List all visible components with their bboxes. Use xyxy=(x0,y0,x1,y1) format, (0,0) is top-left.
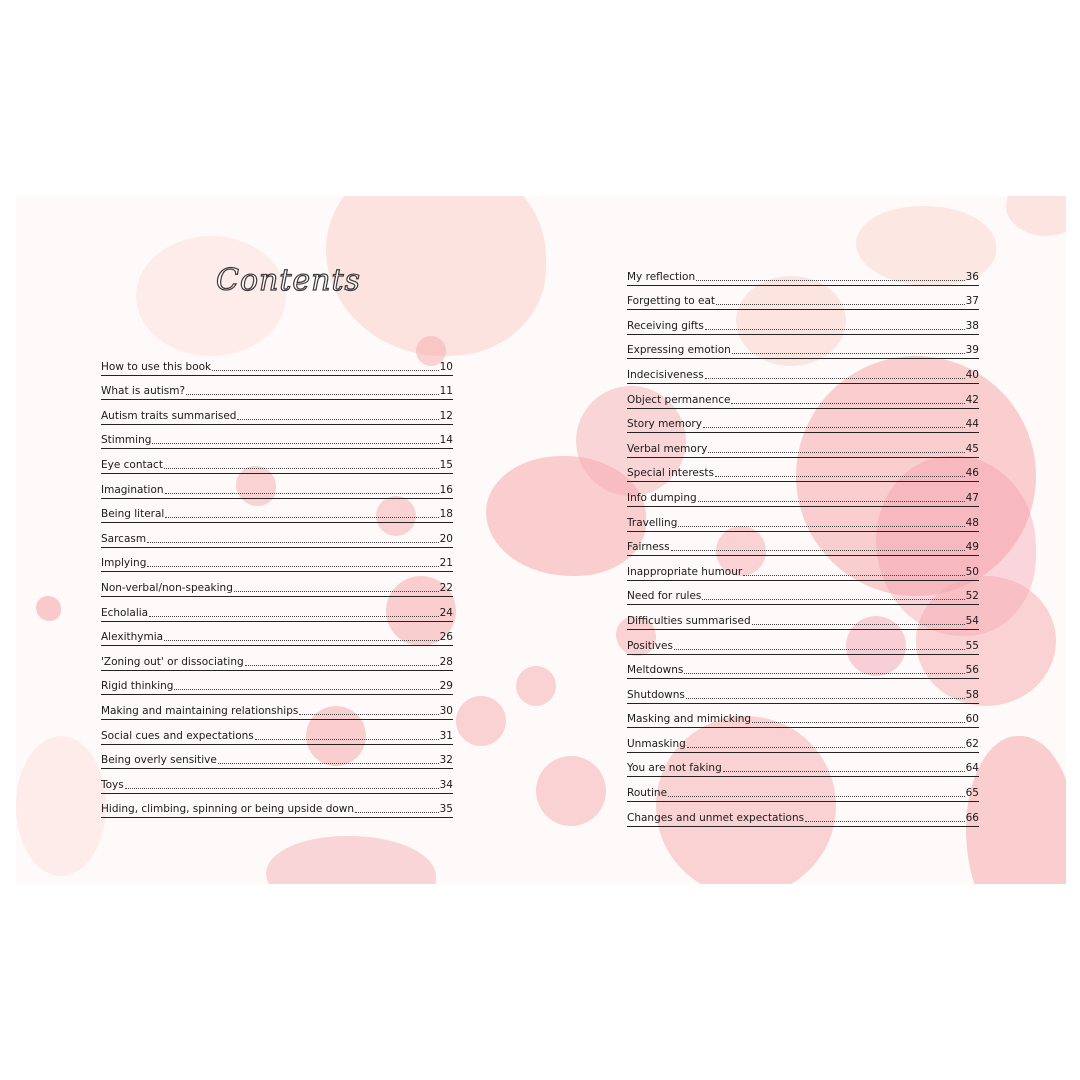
toc-entry-page: 34 xyxy=(439,778,453,791)
toc-entry-page: 47 xyxy=(965,491,979,504)
toc-entry-title: Info dumping xyxy=(627,491,697,504)
toc-entry xyxy=(101,794,453,819)
toc-entry-title: Eye contact xyxy=(101,458,163,471)
toc-leader-dots xyxy=(165,493,439,494)
toc-entry-title: Rigid thinking xyxy=(101,680,174,693)
toc-leader-dots xyxy=(752,624,965,625)
toc-entry-title: Alexithymia xyxy=(101,631,164,644)
toc-entry-title: Difficulties summarised xyxy=(627,614,751,627)
toc-leader-dots xyxy=(752,722,965,723)
toc-leader-dots xyxy=(696,280,965,281)
toc-entry xyxy=(101,449,453,474)
watercolor-splash xyxy=(36,596,61,621)
toc-leader-dots xyxy=(703,427,965,428)
toc-leader-dots xyxy=(732,353,965,354)
toc-entry xyxy=(101,646,453,671)
toc-leader-dots xyxy=(708,452,964,453)
toc-leader-dots xyxy=(245,665,439,666)
toc-entry xyxy=(101,745,453,770)
toc-entry-title: Verbal memory xyxy=(627,442,708,455)
toc-leader-dots xyxy=(152,443,438,444)
toc-leader-dots xyxy=(674,649,965,650)
page-title: Contents xyxy=(216,263,361,298)
toc-entry-page: 38 xyxy=(965,319,979,332)
toc-entry xyxy=(101,695,453,720)
toc-leader-dots xyxy=(218,763,439,764)
toc-entry-page: 48 xyxy=(965,516,979,529)
toc-entry-title: Toys xyxy=(101,778,124,791)
toc-leader-dots xyxy=(671,550,965,551)
toc-left-column xyxy=(101,351,453,818)
toc-entry xyxy=(627,777,979,802)
watercolor-splash xyxy=(1006,196,1066,236)
toc-right-column xyxy=(627,261,979,827)
toc-leader-dots xyxy=(715,476,965,477)
toc-entry xyxy=(627,630,979,655)
toc-entry-title: You are not faking xyxy=(627,762,722,775)
toc-leader-dots xyxy=(149,616,439,617)
toc-leader-dots xyxy=(687,747,965,748)
toc-entry-page: 39 xyxy=(965,344,979,357)
toc-entry-page: 37 xyxy=(965,295,979,308)
toc-entry xyxy=(627,655,979,680)
toc-entry xyxy=(627,409,979,434)
toc-entry-page: 28 xyxy=(439,655,453,668)
toc-entry-page: 21 xyxy=(439,557,453,570)
toc-entry xyxy=(627,482,979,507)
toc-entry-title: Autism traits summarised xyxy=(101,409,237,422)
toc-leader-dots xyxy=(147,566,438,567)
toc-entry xyxy=(627,704,979,729)
toc-entry-title: Indecisiveness xyxy=(627,368,704,381)
toc-entry xyxy=(101,499,453,524)
watercolor-splash xyxy=(516,666,556,706)
toc-entry xyxy=(101,548,453,573)
toc-entry-title: Meltdowns xyxy=(627,664,684,677)
toc-entry xyxy=(627,286,979,311)
toc-entry-page: 29 xyxy=(439,680,453,693)
toc-entry xyxy=(627,507,979,532)
toc-entry xyxy=(101,597,453,622)
toc-entry xyxy=(627,728,979,753)
toc-entry-title: Sarcasm xyxy=(101,532,147,545)
toc-entry-title: Forgetting to eat xyxy=(627,295,716,308)
toc-entry-page: 65 xyxy=(965,787,979,800)
toc-entry-title: What is autism? xyxy=(101,385,186,398)
toc-entry xyxy=(627,458,979,483)
toc-entry-page: 32 xyxy=(439,754,453,767)
toc-entry xyxy=(627,753,979,778)
toc-entry-title: Making and maintaining relationships xyxy=(101,704,299,717)
toc-entry xyxy=(101,769,453,794)
toc-entry-title: Receiving gifts xyxy=(627,319,704,332)
toc-entry xyxy=(101,622,453,647)
toc-entry xyxy=(627,802,979,827)
toc-entry-title: Echolalia xyxy=(101,606,149,619)
toc-entry xyxy=(627,359,979,384)
toc-leader-dots xyxy=(705,378,965,379)
toc-entry-page: 42 xyxy=(965,393,979,406)
toc-leader-dots xyxy=(686,698,965,699)
toc-entry-page: 55 xyxy=(965,639,979,652)
toc-entry-title: Need for rules xyxy=(627,590,702,603)
toc-leader-dots xyxy=(716,304,965,305)
toc-entry-title: Implying xyxy=(101,557,147,570)
toc-entry-title: Hiding, climbing, spinning or being upside down xyxy=(101,803,355,816)
toc-leader-dots xyxy=(698,501,965,502)
toc-entry xyxy=(627,310,979,335)
toc-leader-dots xyxy=(237,419,438,420)
toc-entry-title: Unmasking xyxy=(627,737,686,750)
toc-leader-dots xyxy=(678,526,964,527)
toc-entry-page: 66 xyxy=(965,811,979,824)
watercolor-splash xyxy=(966,736,1066,884)
toc-entry-page: 46 xyxy=(965,467,979,480)
toc-entry xyxy=(101,523,453,548)
toc-entry-title: Object permanence xyxy=(627,393,731,406)
toc-entry xyxy=(627,556,979,581)
toc-entry-title: Travelling xyxy=(627,516,678,529)
toc-entry-title: Expressing emotion xyxy=(627,344,731,357)
toc-leader-dots xyxy=(668,796,965,797)
toc-entry-title: Being literal xyxy=(101,508,165,521)
toc-leader-dots xyxy=(684,673,964,674)
toc-entry xyxy=(627,679,979,704)
toc-leader-dots xyxy=(164,468,439,469)
toc-entry-title: Shutdowns xyxy=(627,688,685,701)
toc-leader-dots xyxy=(299,714,438,715)
toc-entry xyxy=(101,400,453,425)
toc-entry xyxy=(101,474,453,499)
watercolor-splash xyxy=(266,836,436,884)
toc-entry-page: 60 xyxy=(965,713,979,726)
toc-entry-title: Being overly sensitive xyxy=(101,754,217,767)
toc-entry xyxy=(101,376,453,401)
toc-leader-dots xyxy=(147,542,439,543)
toc-leader-dots xyxy=(743,575,964,576)
toc-entry-page: 36 xyxy=(965,270,979,283)
toc-entry-page: 44 xyxy=(965,418,979,431)
toc-entry xyxy=(627,532,979,557)
toc-entry-title: Routine xyxy=(627,787,668,800)
toc-entry-page: 18 xyxy=(439,508,453,521)
toc-entry-page: 16 xyxy=(439,483,453,496)
toc-leader-dots xyxy=(164,640,439,641)
toc-entry-page: 49 xyxy=(965,541,979,554)
toc-leader-dots xyxy=(705,329,965,330)
toc-leader-dots xyxy=(212,370,438,371)
toc-entry-page: 45 xyxy=(965,442,979,455)
toc-entry-page: 31 xyxy=(439,729,453,742)
toc-entry-title: Story memory xyxy=(627,418,702,431)
watercolor-splash xyxy=(456,696,506,746)
toc-entry-title: Non-verbal/non-speaking xyxy=(101,581,233,594)
toc-entry xyxy=(101,720,453,745)
toc-entry-page: 62 xyxy=(965,737,979,750)
toc-entry-page: 35 xyxy=(439,803,453,816)
toc-entry-title: Stimming xyxy=(101,434,152,447)
toc-entry-page: 15 xyxy=(439,458,453,471)
toc-entry xyxy=(627,581,979,606)
toc-leader-dots xyxy=(174,689,438,690)
toc-entry xyxy=(627,261,979,286)
toc-entry-page: 52 xyxy=(965,590,979,603)
toc-entry-title: Changes and unmet expectations xyxy=(627,811,805,824)
toc-leader-dots xyxy=(165,517,438,518)
toc-entry-page: 54 xyxy=(965,614,979,627)
toc-entry-page: 20 xyxy=(439,532,453,545)
toc-leader-dots xyxy=(186,394,439,395)
toc-leader-dots xyxy=(125,788,439,789)
toc-entry-title: Social cues and expectations xyxy=(101,729,254,742)
watercolor-splash xyxy=(536,756,606,826)
toc-entry-page: 56 xyxy=(965,664,979,677)
toc-entry-title: Fairness xyxy=(627,541,670,554)
toc-entry-page: 22 xyxy=(439,581,453,594)
toc-entry-page: 12 xyxy=(439,409,453,422)
toc-entry-title: 'Zoning out' or dissociating xyxy=(101,655,244,668)
toc-leader-dots xyxy=(723,771,965,772)
toc-entry xyxy=(101,425,453,450)
toc-entry-page: 24 xyxy=(439,606,453,619)
toc-entry xyxy=(627,433,979,458)
toc-leader-dots xyxy=(234,591,439,592)
toc-leader-dots xyxy=(255,739,439,740)
toc-leader-dots xyxy=(355,812,439,813)
toc-entry-title: How to use this book xyxy=(101,360,212,373)
toc-entry-page: 58 xyxy=(965,688,979,701)
toc-leader-dots xyxy=(805,821,965,822)
toc-entry-page: 50 xyxy=(965,565,979,578)
toc-entry-page: 11 xyxy=(439,385,453,398)
toc-entry-title: Inappropriate humour xyxy=(627,565,743,578)
toc-leader-dots xyxy=(702,599,964,600)
toc-entry xyxy=(627,384,979,409)
toc-entry-page: 30 xyxy=(439,704,453,717)
toc-entry-page: 64 xyxy=(965,762,979,775)
toc-entry-page: 26 xyxy=(439,631,453,644)
toc-entry-title: Imagination xyxy=(101,483,164,496)
toc-entry-title: Special interests xyxy=(627,467,714,480)
toc-entry-title: My reflection xyxy=(627,270,696,283)
toc-entry xyxy=(627,605,979,630)
toc-entry xyxy=(101,351,453,376)
toc-entry-page: 40 xyxy=(965,368,979,381)
toc-entry-page: 10 xyxy=(439,360,453,373)
toc-entry xyxy=(101,572,453,597)
toc-entry xyxy=(101,671,453,696)
toc-entry-title: Positives xyxy=(627,639,673,652)
toc-entry-page: 14 xyxy=(439,434,453,447)
toc-entry xyxy=(627,335,979,360)
watercolor-splash xyxy=(16,736,106,876)
toc-entry-title: Masking and mimicking xyxy=(627,713,752,726)
toc-leader-dots xyxy=(731,403,964,404)
